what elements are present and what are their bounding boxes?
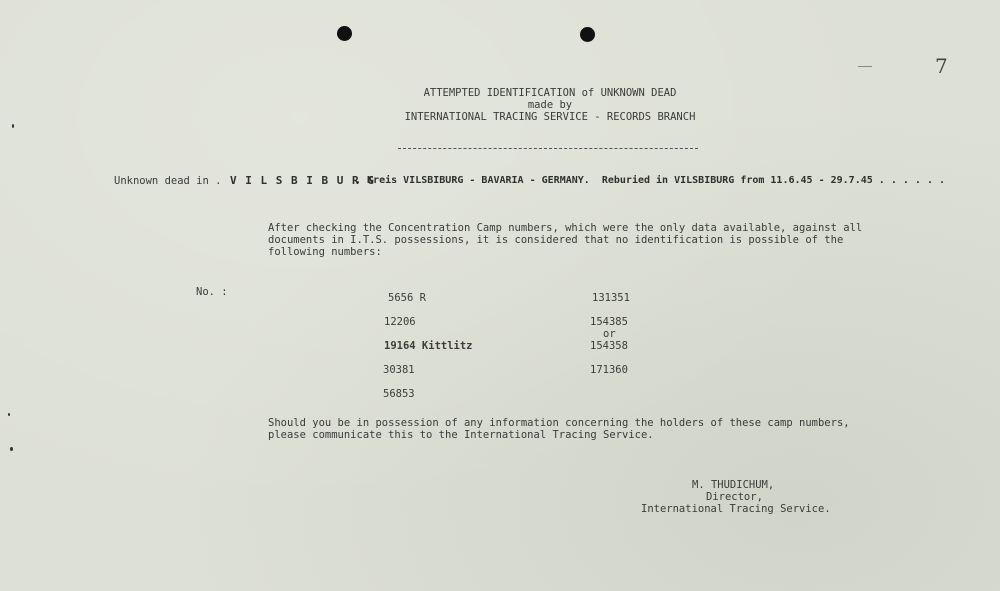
page-number-mark xyxy=(858,66,872,67)
body-line-1: After checking the Concentration Camp numbers, which were the only data available, against all xyxy=(268,222,863,234)
signature-name: M. THUDICHUM, xyxy=(692,479,775,491)
header-divider xyxy=(398,148,698,149)
closing-line-2: please communicate this to the International Tracing Service. xyxy=(268,429,654,441)
margin-speck xyxy=(12,124,14,128)
camp-number: 171360 xyxy=(590,364,628,376)
margin-speck xyxy=(8,413,10,416)
signature-organization: International Tracing Service. xyxy=(641,503,831,515)
header-organization: INTERNATIONAL TRACING SERVICE - RECORDS BRANCH xyxy=(404,111,696,123)
camp-number: 19164 Kittlitz xyxy=(384,340,473,352)
camp-number: 56853 xyxy=(383,388,415,400)
punch-hole-right xyxy=(580,27,595,42)
camp-number: 5656 R xyxy=(388,292,426,304)
punch-hole-left xyxy=(337,26,352,41)
camp-number: 30381 xyxy=(383,364,415,376)
camp-number: 131351 xyxy=(592,292,630,304)
numbers-label: No. : xyxy=(196,286,228,298)
closing-line-1: Should you be in possession of any information concerning the holders of these camp numbers, xyxy=(268,417,850,429)
signature-title: Director, xyxy=(706,491,763,503)
camp-number: 154358 xyxy=(590,340,628,352)
camp-number-or: or xyxy=(603,328,616,340)
header-title: ATTEMPTED IDENTIFICATION of UNKNOWN DEAD xyxy=(423,87,677,99)
location-detail: . Kreis VILSBIBURG - BAVARIA - GERMANY. Reburied in VILSBIBURG from 11.6.45 - 29.7.45 . . . . . . xyxy=(355,175,946,186)
page-number: 7 xyxy=(935,54,948,78)
header-made-by: made by xyxy=(527,99,573,111)
camp-number: 154385 xyxy=(590,316,628,328)
body-line-2: documents in I.T.S. possessions, it is considered that no identification is possible of the xyxy=(268,234,844,246)
location-label: Unknown dead in . xyxy=(114,175,222,187)
body-line-3: following numbers: xyxy=(268,246,382,258)
camp-number: 12206 xyxy=(384,316,416,328)
location-town: V I L S B I B U R G xyxy=(230,174,375,187)
margin-speck xyxy=(10,447,13,451)
